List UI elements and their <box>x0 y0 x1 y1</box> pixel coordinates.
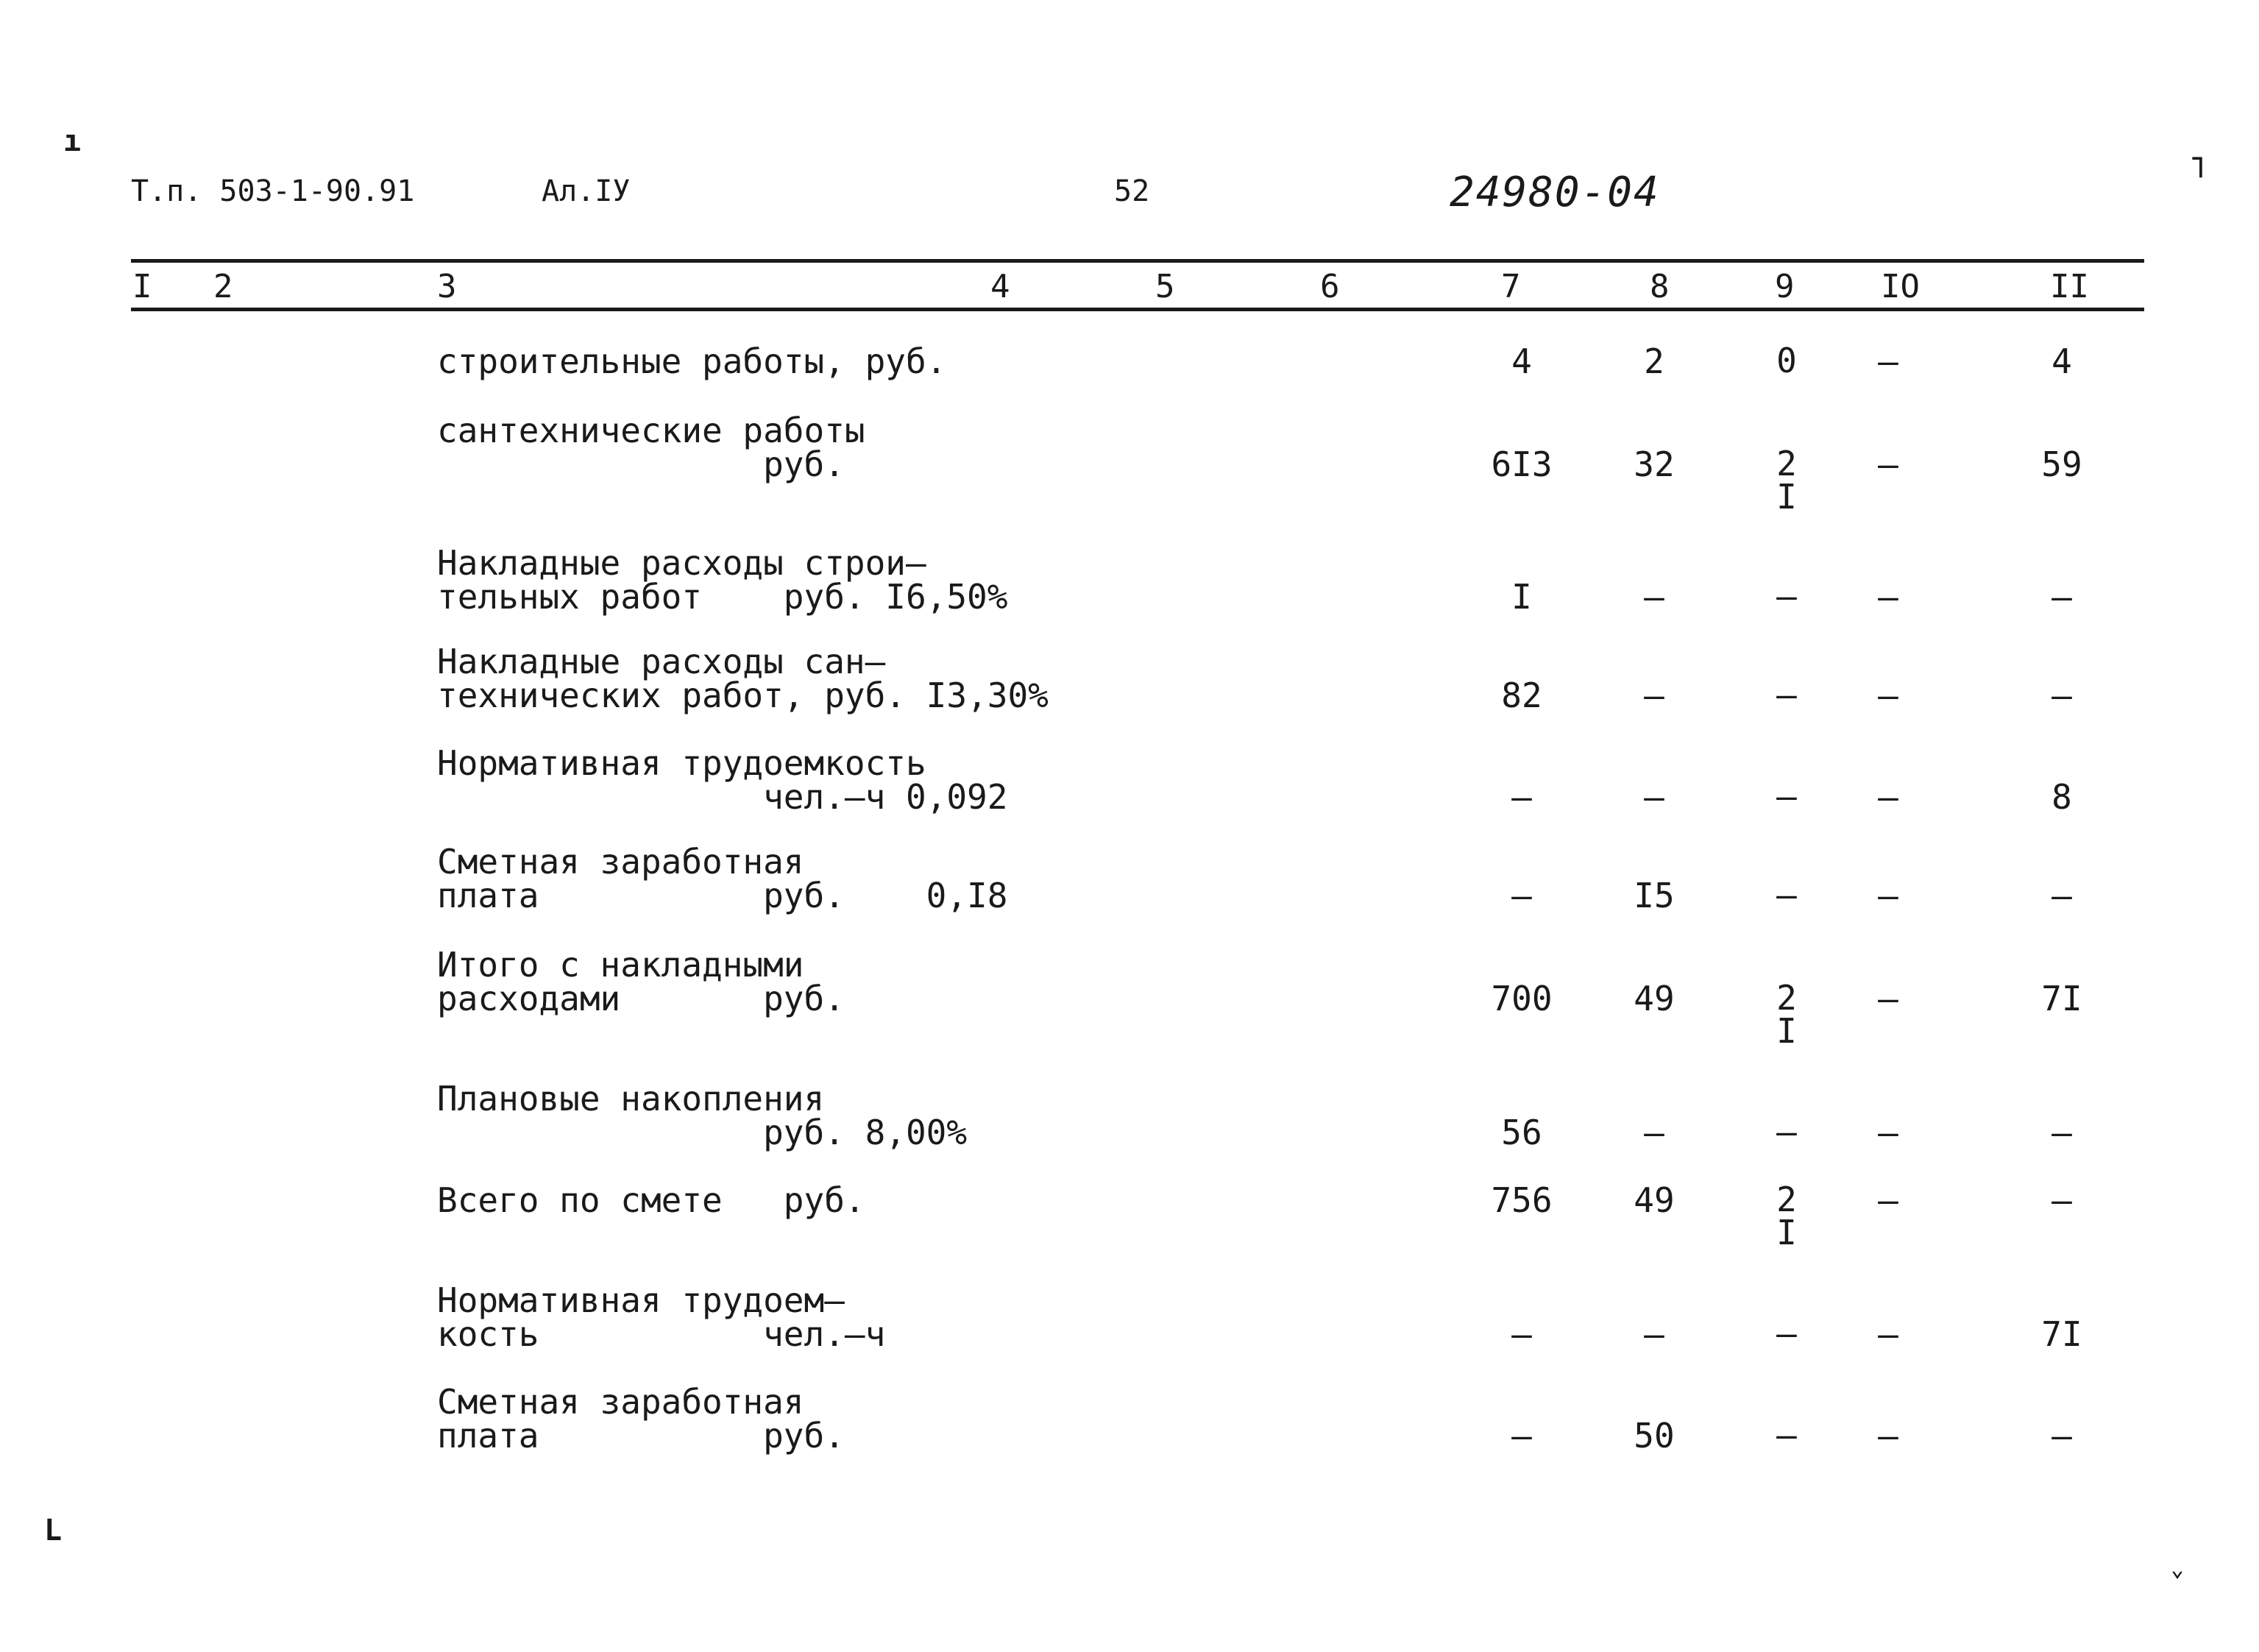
cell-col-11: 7I <box>2041 979 2082 1018</box>
cell-col-7: 4 <box>1511 341 1532 381</box>
cell-col-7: – <box>1511 777 1532 817</box>
cell-col-8: – <box>1644 676 1664 715</box>
column-number: I <box>132 268 152 305</box>
row-label-continued: тельных работ руб. I6,50% <box>437 577 1008 617</box>
cell-col-8: – <box>1644 1314 1664 1354</box>
column-number: 3 <box>437 268 457 305</box>
column-number: 5 <box>1155 268 1175 305</box>
cell-col-9: – <box>1776 576 1797 616</box>
cell-col-8: 2 <box>1644 341 1664 381</box>
cell-col-9: – <box>1776 875 1797 915</box>
cell-col-9: 0 <box>1776 341 1797 380</box>
column-number: II <box>2050 268 2089 305</box>
document-code: Т.п. 503-1-90.91 <box>131 174 415 208</box>
cell-col-11: – <box>2051 1180 2072 1220</box>
cell-col-8: – <box>1644 777 1664 817</box>
cell-col-8: 50 <box>1634 1416 1675 1456</box>
cell-col-11: 7I <box>2041 1314 2082 1354</box>
row-label: Сметная заработная <box>437 842 804 882</box>
cell-col-7: 700 <box>1491 979 1553 1018</box>
row-label-continued: руб. 8,00% <box>437 1113 968 1152</box>
row-label-continued: кость чел.–ч <box>437 1314 886 1354</box>
cell-col-10: – <box>1878 1113 1898 1152</box>
cell-col-10: – <box>1878 341 1898 381</box>
row-label: Нормативная трудоемкость <box>437 743 926 783</box>
header-rule-top <box>131 259 2144 263</box>
row-label: Сметная заработная <box>437 1382 804 1422</box>
corner-mark-top-right: ˥ <box>2188 151 2207 185</box>
column-number: 4 <box>990 268 1010 305</box>
album-label: Ал.IУ <box>542 174 631 208</box>
row-label-continued: расходами руб. <box>437 979 845 1018</box>
cell-col-8: 49 <box>1634 979 1675 1018</box>
column-number: 9 <box>1775 268 1795 305</box>
cell-col-10: – <box>1878 1416 1898 1456</box>
cell-col-11: – <box>2051 876 2072 915</box>
cell-col-10: – <box>1878 876 1898 915</box>
cell-col-9: 2 I <box>1776 978 1797 1052</box>
cell-col-8: I5 <box>1634 876 1675 915</box>
cell-col-10: – <box>1878 979 1898 1018</box>
cell-col-8: – <box>1644 1113 1664 1152</box>
row-label-continued: плата руб. <box>437 1416 845 1456</box>
row-label-continued: руб. <box>437 444 845 484</box>
cell-col-11: 4 <box>2051 341 2072 381</box>
row-label-continued: чел.–ч 0,092 <box>437 777 1008 817</box>
column-number: 8 <box>1650 268 1670 305</box>
cell-col-11: 8 <box>2051 777 2072 817</box>
row-label: Итого с накладными <box>437 945 804 985</box>
cell-col-9: – <box>1776 1415 1797 1455</box>
cell-col-7: – <box>1511 876 1532 915</box>
row-label: строительные работы, руб. <box>437 341 947 381</box>
row-label-continued: техническиx работ, руб. I3,30% <box>437 676 1049 715</box>
column-number: 6 <box>1320 268 1340 305</box>
cell-col-7: – <box>1511 1314 1532 1354</box>
cell-col-11: – <box>2051 676 2072 715</box>
corner-mark-bottom-left: L <box>44 1514 63 1548</box>
cell-col-7: 6I3 <box>1491 444 1553 484</box>
cell-col-11: 59 <box>2041 444 2082 484</box>
row-label: сантехнические работы <box>437 411 865 450</box>
cell-col-8: 49 <box>1634 1180 1675 1220</box>
cell-col-7: I <box>1511 577 1532 617</box>
row-label: Накладные расходы сан– <box>437 642 886 681</box>
cell-col-9: – <box>1776 776 1797 816</box>
handwritten-number: 24980-04 <box>1450 169 1660 216</box>
corner-mark-top-left: ı <box>63 124 82 158</box>
row-label: Всего по смете руб. <box>437 1180 865 1220</box>
cell-col-10: – <box>1878 577 1898 617</box>
cell-col-9: – <box>1776 1314 1797 1353</box>
corner-mark-bottom-right: ⌄ <box>2171 1556 2185 1582</box>
cell-col-9: 2 I <box>1776 444 1797 517</box>
cell-col-8: 32 <box>1634 444 1675 484</box>
cell-col-7: 82 <box>1501 676 1542 715</box>
cell-col-11: – <box>2051 1416 2072 1456</box>
row-label: Плановые накопления <box>437 1079 825 1119</box>
cell-col-11: – <box>2051 577 2072 617</box>
row-label: Нормативная трудоем– <box>437 1280 845 1320</box>
header-rule-bottom <box>131 308 2144 311</box>
cell-col-7: 56 <box>1501 1113 1542 1152</box>
column-number: 2 <box>213 268 233 305</box>
row-label: Накладные расходы строи– <box>437 543 926 583</box>
cell-col-11: – <box>2051 1113 2072 1152</box>
cell-col-9: – <box>1776 1112 1797 1152</box>
column-number: IO <box>1881 268 1920 305</box>
column-number: 7 <box>1501 268 1521 305</box>
cell-col-8: – <box>1644 577 1664 617</box>
cell-col-9: 2 I <box>1776 1180 1797 1253</box>
cell-col-7: – <box>1511 1416 1532 1456</box>
cell-col-10: – <box>1878 777 1898 817</box>
row-label-continued: плата руб. 0,I8 <box>437 876 1008 915</box>
cell-col-7: 756 <box>1491 1180 1553 1220</box>
page-number: 52 <box>1114 174 1150 208</box>
cell-col-9: – <box>1776 675 1797 715</box>
cell-col-10: – <box>1878 1314 1898 1354</box>
cell-col-10: – <box>1878 1180 1898 1220</box>
cell-col-10: – <box>1878 676 1898 715</box>
cell-col-10: – <box>1878 444 1898 484</box>
